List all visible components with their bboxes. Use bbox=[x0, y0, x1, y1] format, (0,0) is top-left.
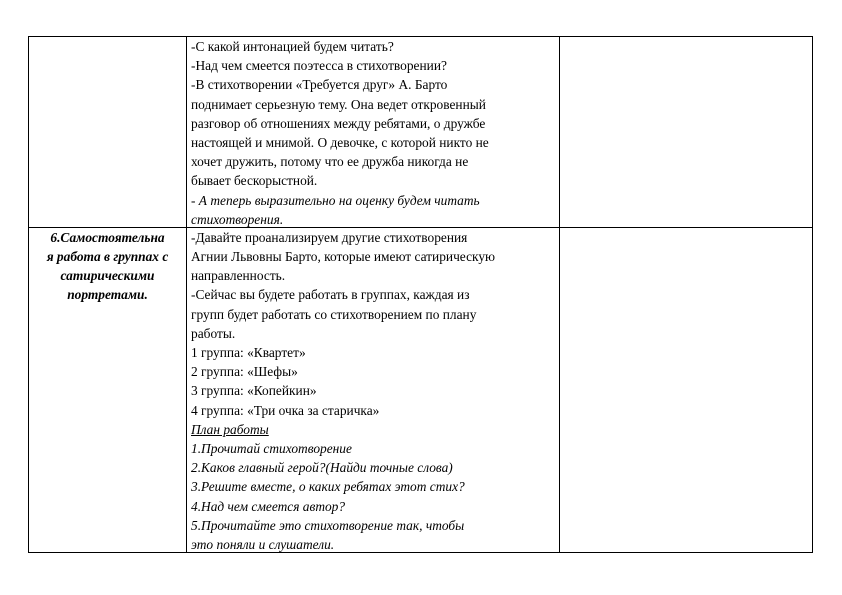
content-cell bbox=[187, 37, 560, 228]
content-line: -Давайте проанализируем другие стихотворения bbox=[191, 229, 468, 245]
content-line: хочет дружить, потому что ее дружба никогда не bbox=[191, 154, 469, 170]
plan-item: 5.Прочитайте это стихотворение так, чтобы bbox=[191, 517, 465, 533]
stage-title-line: портретами. bbox=[67, 287, 148, 303]
plan-item: 2.Каков главный герой?(Найди точные слова) bbox=[191, 460, 453, 476]
plan-item: это поняли и слушатели. bbox=[191, 537, 335, 553]
notes-cell bbox=[560, 37, 813, 228]
table-row bbox=[29, 227, 813, 552]
plan-item: 1.Прочитай стихотворение bbox=[191, 441, 352, 457]
stage-cell bbox=[29, 37, 187, 228]
notes-cell bbox=[560, 227, 813, 552]
content-line: -Сейчас вы будете работать в группах, каждая из bbox=[191, 287, 470, 303]
content-line: 3 группа: «Копейкин» bbox=[191, 383, 317, 399]
stage-title-line: я работа в группах с bbox=[46, 249, 169, 265]
content-line: направленность. bbox=[191, 268, 286, 284]
content-line: бывает бескорыстной. bbox=[191, 173, 318, 189]
plan-item: 4.Над чем смеется автор? bbox=[191, 498, 346, 514]
content-line: 4 группа: «Три очка за старичка» bbox=[191, 402, 380, 418]
stage-title-line: сатирическими bbox=[60, 268, 155, 284]
content-line: - А теперь выразительно на оценку будем читать bbox=[191, 192, 480, 208]
content-line: стихотворения. bbox=[191, 211, 284, 227]
content-line: групп будет работать со стихотворением по плану bbox=[191, 306, 477, 322]
content-line: -В стихотворении «Требуется друг» А. Барто bbox=[191, 77, 448, 93]
content-line: 2 группа: «Шефы» bbox=[191, 364, 298, 380]
content-line: работы. bbox=[191, 325, 236, 341]
table-row bbox=[29, 37, 813, 228]
lesson-plan-table bbox=[28, 36, 813, 553]
stage-title-line: 6.Самостоятельна bbox=[50, 229, 165, 245]
plan-item: 3.Решите вместе, о каких ребятах этот стих? bbox=[191, 479, 465, 495]
plan-heading: План работы bbox=[191, 421, 269, 437]
content-line: разговор об отношениях между ребятами, о дружбе bbox=[191, 115, 486, 131]
content-line: настоящей и мнимой. О девочке, с которой никто не bbox=[191, 135, 489, 151]
content-line: -Над чем смеется поэтесса в стихотворении? bbox=[191, 58, 447, 74]
content-cell bbox=[187, 227, 560, 552]
content-line: Агнии Львовны Барто, которые имеют сатирическую bbox=[191, 249, 496, 265]
stage-cell bbox=[29, 227, 187, 552]
content-line: поднимает серьезную тему. Она ведет откровенный bbox=[191, 96, 486, 112]
content-line: -С какой интонацией будем читать? bbox=[191, 39, 394, 54]
content-line: 1 группа: «Квартет» bbox=[191, 345, 306, 361]
